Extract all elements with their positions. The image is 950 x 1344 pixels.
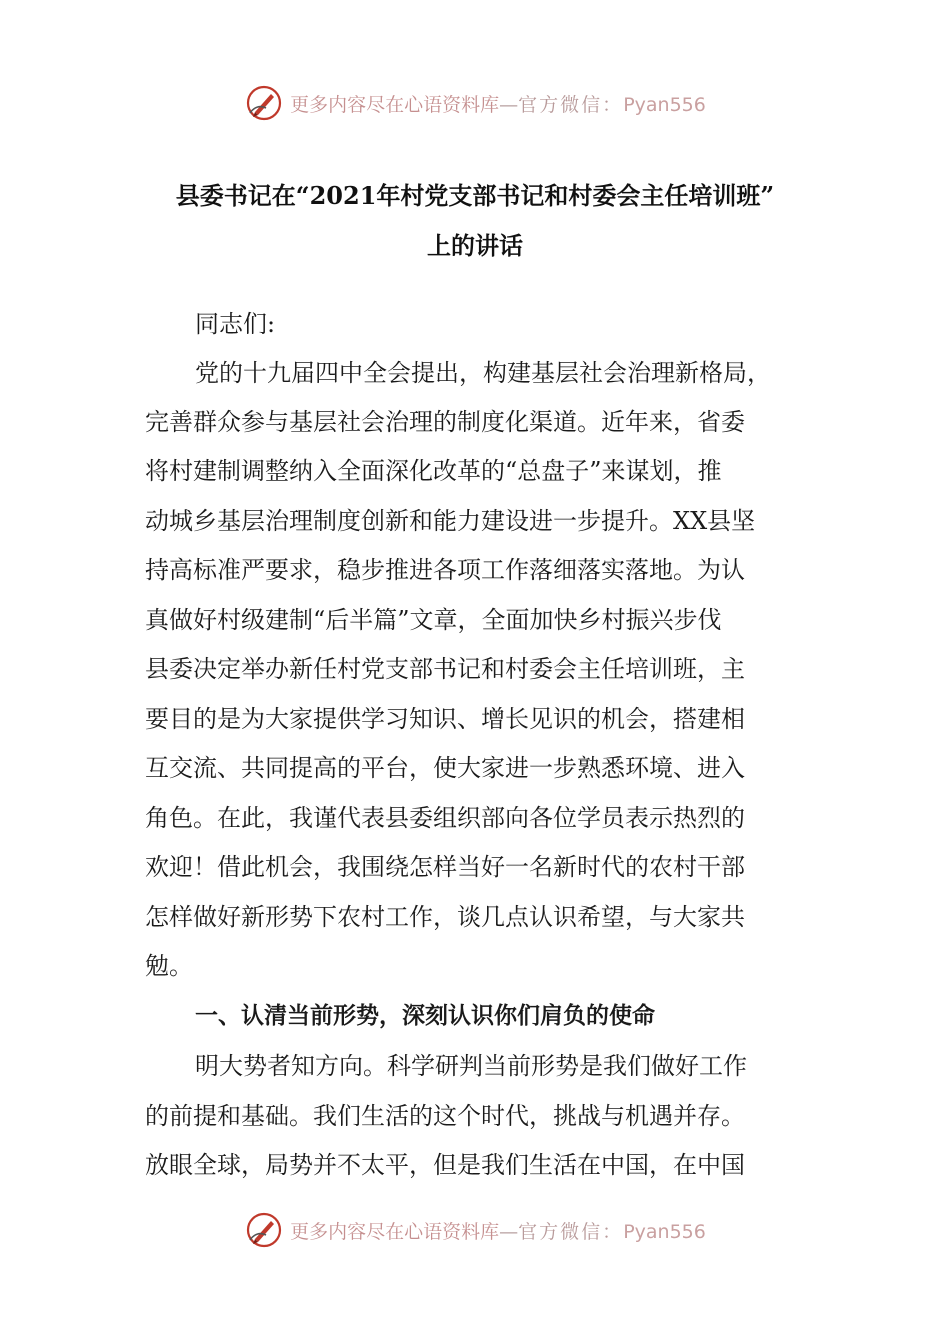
paragraph-line: 真做好村级建制“后半篇”文章，全面加快乡村振兴步伐	[145, 606, 722, 634]
pen-logo-icon	[244, 83, 284, 123]
paragraph-line: 互交流、共同提高的平台，使大家进一步熟悉环境、进入	[145, 754, 745, 782]
watermark-site: 更多内容尽在心语资料库	[290, 93, 500, 116]
watermark-separator: —	[499, 93, 519, 116]
paragraph-line: 的前提和基础。我们生活的这个时代，挑战与机遇并存。	[145, 1102, 745, 1130]
section-heading: 一、认清当前形势，深刻认识你们肩负的使命	[195, 1003, 655, 1029]
paragraph-line: 欢迎！借此机会，我围绕怎样当好一名新时代的农村干部	[145, 853, 745, 881]
paragraph-line: 完善群众参与基层社会治理的制度化渠道。近年来，省委	[145, 408, 745, 436]
paragraph-line: 勉。	[145, 952, 193, 980]
watermark-text	[290, 90, 706, 117]
paragraph-line: 动城乡基层治理制度创新和能力建设进一步提升。XX县坚	[145, 507, 756, 535]
document-title-line-1: 县委书记在“2021年村党支部书记和村委会主任培训班”	[175, 181, 775, 210]
pen-logo-icon	[244, 1210, 284, 1250]
paragraph-line: 持高标准严要求，稳步推进各项工作落细落实落地。为认	[145, 556, 745, 584]
watermark-banner-top	[0, 81, 950, 125]
salutation: 同志们:	[195, 310, 276, 338]
paragraph-line: 明大势者知方向。科学研判当前形势是我们做好工作	[195, 1052, 747, 1080]
watermark-separator: —	[499, 1220, 519, 1243]
paragraph-line: 怎样做好新形势下农村工作，谈几点认识希望，与大家共	[145, 903, 745, 931]
document-title-line-2: 上的讲话	[427, 231, 523, 260]
paragraph-line: 党的十九届四中全会提出，构建基层社会治理新格局，	[195, 359, 771, 387]
watermark-site: 更多内容尽在心语资料库	[290, 1220, 500, 1243]
watermark-text	[290, 1217, 706, 1244]
watermark-wechat-label: 官方微信：	[518, 1220, 624, 1243]
paragraph-line: 角色。在此，我谨代表县委组织部向各位学员表示热烈的	[145, 804, 745, 832]
watermark-wechat-label: 官方微信：	[518, 93, 624, 116]
watermark-wechat-id: Pyan556	[623, 1220, 706, 1243]
paragraph-line: 将村建制调整纳入全面深化改革的“总盘子”来谋划，推	[145, 457, 722, 485]
paragraph-line: 放眼全球，局势并不太平，但是我们生活在中国，在中国	[145, 1151, 745, 1179]
paragraph-line: 要目的是为大家提供学习知识、增长见识的机会，搭建相	[145, 705, 745, 733]
watermark-wechat-id: Pyan556	[623, 93, 706, 116]
paragraph-line: 县委决定举办新任村党支部书记和村委会主任培训班，主	[145, 655, 745, 683]
watermark-banner-bottom	[0, 1208, 950, 1252]
